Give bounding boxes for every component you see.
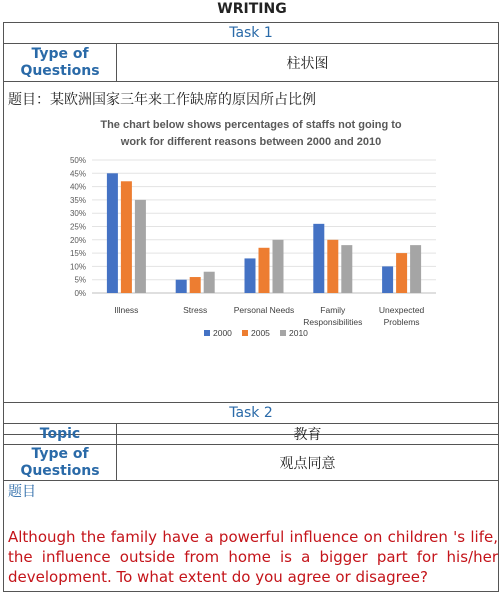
y-tick-label: 50% (69, 156, 86, 165)
task1-prompt-cell (4, 82, 499, 435)
legend-label: 2000 (213, 328, 232, 338)
legend-swatch (204, 330, 210, 336)
chart-title-line2: work for different reasons between 2000 and 2010 (120, 136, 382, 148)
bar-chart (4, 116, 498, 356)
bar (121, 181, 132, 293)
task1-prompt: 题目：某欧洲国家三年来工作缺席的原因所占比例 (8, 92, 316, 108)
bar (204, 272, 215, 293)
x-tick-label: Family (320, 305, 346, 315)
bar (382, 266, 393, 293)
legend-label: 2010 (289, 328, 308, 338)
legend-swatch (280, 330, 286, 336)
bar (327, 240, 338, 293)
bar (313, 224, 324, 293)
bar (176, 280, 187, 293)
y-tick-label: 35% (69, 195, 86, 205)
y-tick-label: 20% (69, 235, 86, 245)
y-tick-label: 15% (69, 249, 86, 259)
task2-prompt-label: 题目 (8, 484, 36, 500)
task2-prompt-cell (4, 481, 499, 592)
bar (259, 248, 270, 293)
task2-heading: Task 2 (4, 403, 499, 424)
y-tick-label: 0% (74, 289, 86, 298)
chart-title-line1: The chart below shows percentages of staffs not going to (100, 119, 402, 131)
page-title: WRITING (217, 1, 287, 17)
bar (410, 245, 421, 293)
task2-topic-value: 教育 (117, 424, 499, 445)
y-tick-label: 5% (74, 275, 86, 285)
x-tick-label: Unexpected (378, 305, 425, 315)
task2-essay-prompt: Although the family have a powerful influence on children 's life, the influence outside from home is a bigger part for his/her development. To what extent do you agree or disagree? (8, 528, 498, 586)
y-tick-label: 30% (69, 209, 86, 219)
task2-topic-label: Topic (4, 424, 117, 445)
bar (245, 258, 256, 293)
x-tick-label: Stress (183, 305, 208, 315)
bar (107, 173, 118, 293)
task2-type-label: Type of Questions (4, 445, 117, 481)
task2-table (3, 402, 499, 592)
bar (341, 245, 352, 293)
y-tick-label: 25% (69, 222, 86, 232)
legend-swatch (242, 330, 248, 336)
task2-type-value: 观点同意 (117, 445, 499, 481)
legend-label: 2005 (251, 328, 270, 338)
bar (396, 253, 407, 293)
x-tick-label: Personal Needs (233, 305, 295, 315)
task1-table (3, 22, 499, 435)
x-tick-label: Problems (383, 317, 420, 327)
task1-type-value: 柱状图 (117, 44, 499, 82)
bar (135, 200, 146, 293)
y-tick-label: 10% (69, 262, 86, 272)
task1-type-label: Type of Questions (4, 44, 117, 82)
y-tick-label: 45% (69, 169, 86, 179)
bar (190, 277, 201, 293)
y-tick-label: 40% (69, 182, 86, 192)
bar (273, 240, 284, 293)
x-tick-label: Illness (114, 305, 139, 315)
x-tick-label: Responsibilities (303, 317, 363, 327)
task1-heading: Task 1 (4, 23, 499, 44)
